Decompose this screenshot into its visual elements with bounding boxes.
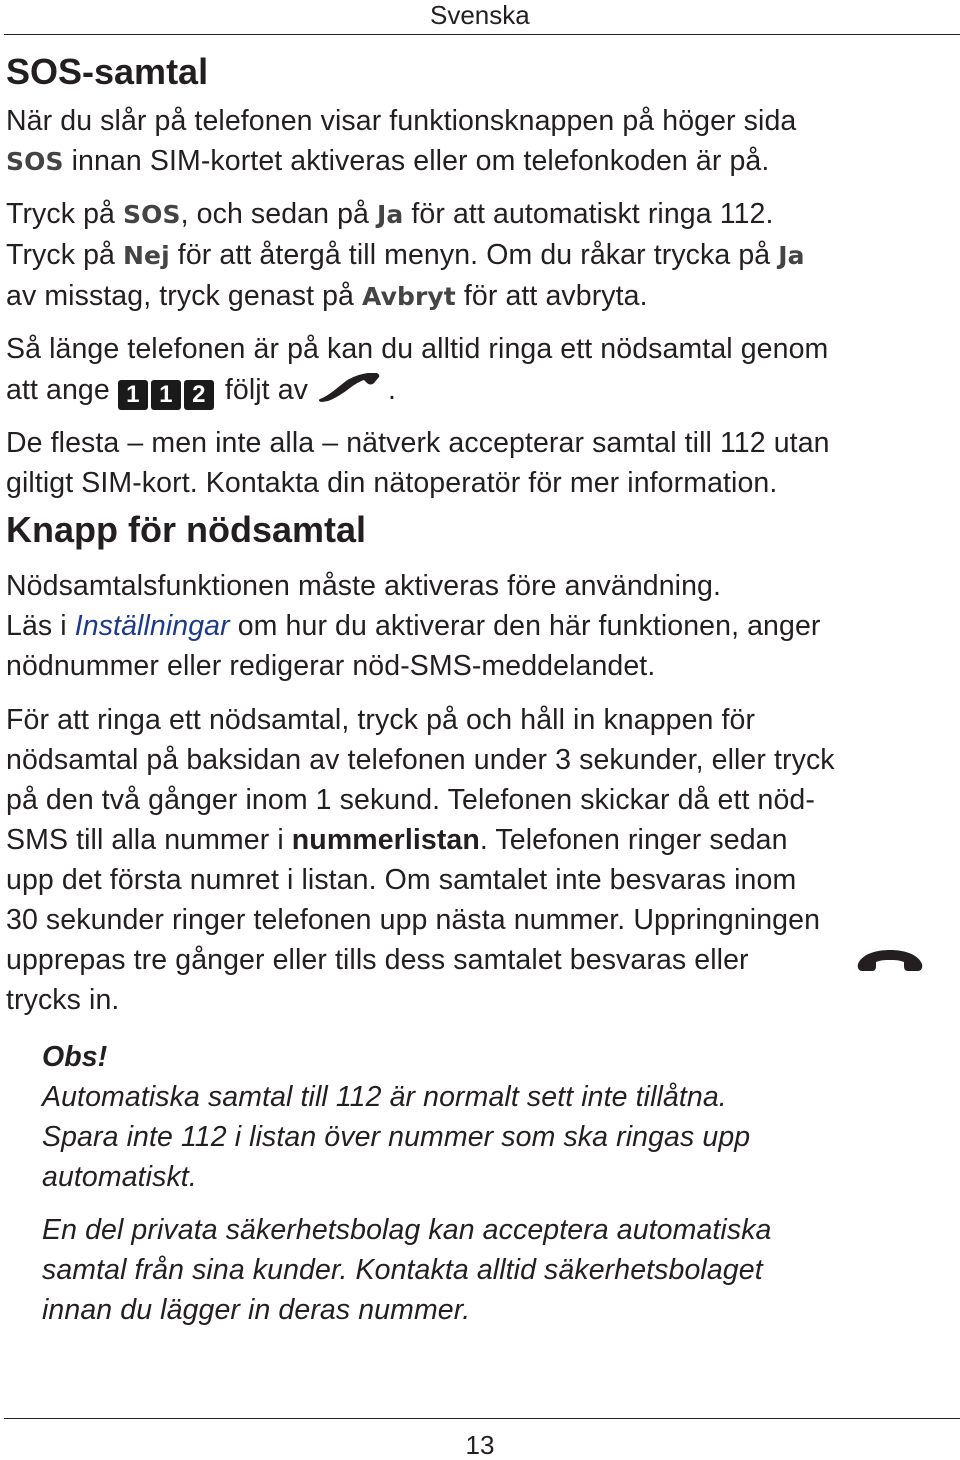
text-segment: för att avbryta.: [455, 280, 648, 312]
paragraph-emergency-number: [6, 329, 960, 414]
text-line: Så länge telefonen är på kan du alltid ringa ett nödsamtal genom: [6, 333, 829, 365]
text-segment: för att automatiskt ringa 112.: [403, 198, 774, 230]
text-segment: Läs i: [6, 610, 75, 642]
text-line: nödnummer eller redigerar nöd-SMS-meddelandet.: [6, 650, 656, 682]
paragraph-activation: [6, 566, 960, 686]
text-segment: om hur du aktiverar den här funktionen, anger: [229, 610, 821, 642]
text-line: automatiskt.: [42, 1161, 197, 1193]
text-segment: av misstag, tryck genast på: [6, 280, 363, 312]
text-line: trycks in.: [6, 984, 120, 1016]
text-line: upp det första numret i listan. Om samtalet inte besvaras inom: [6, 864, 797, 896]
softkey-label-ja: Ja: [377, 200, 404, 229]
text-segment: följt av: [216, 374, 317, 407]
softkey-label-sos: SOS: [6, 147, 64, 176]
end-call-key-icon: [852, 944, 928, 985]
softkey-label-sos: SOS: [123, 200, 181, 229]
paragraph-emergency-procedure: [6, 700, 960, 1020]
text-line: nödsamtal på baksidan av telefonen under 3 sekunder, eller tryck: [6, 744, 835, 776]
paragraph-sos-instructions: [6, 194, 960, 317]
note-block: [42, 1037, 960, 1197]
footer-rule: [4, 1418, 960, 1419]
section-title-sos: SOS-samtal: [6, 51, 209, 92]
note-heading: Obs!: [42, 1041, 108, 1073]
text-line: En del privata säkerhetsbolag kan acceptera automatiska: [42, 1214, 772, 1246]
text-line: För att ringa ett nödsamtal, tryck på och håll in knappen för: [6, 704, 756, 736]
section-title-emergency-button: Knapp för nödsamtal: [6, 509, 367, 550]
key-2-icon: 2: [184, 380, 214, 410]
text-line: 30 sekunder ringer telefonen upp nästa nummer. Uppringningen: [6, 904, 821, 936]
text-line: giltigt SIM-kort. Kontakta din nätoperatör för mer information.: [6, 467, 778, 499]
text-line: De flesta – men inte alla – nätverk accepterar samtal till 112 utan: [6, 427, 830, 459]
text-line: på den två gånger inom 1 sekund. Telefonen skickar då ett nöd-: [6, 784, 815, 816]
text-segment: för att återgå till menyn. Om du råkar trycka på: [169, 239, 779, 271]
text-segment: .: [388, 374, 397, 407]
text-line: upprepas tre gånger eller tills dess samtalet besvaras eller: [6, 944, 749, 976]
note-security-companies: [42, 1210, 960, 1330]
text-line: samtal från sina kunder. Kontakta alltid säkerhetsbolaget: [42, 1254, 763, 1286]
softkey-label-avbryt: Avbryt: [362, 282, 456, 311]
text-line: När du slår på telefonen visar funktionsknappen på höger sida: [6, 105, 797, 137]
text-segment: SMS till alla nummer i: [6, 824, 292, 856]
text-line: innan SIM-kortet aktiveras eller om telefonkoden är på.: [63, 145, 770, 177]
softkey-label-ja: Ja: [778, 241, 805, 270]
text-segment: . Telefonen ringer sedan: [479, 824, 788, 856]
key-1-icon: 1: [118, 380, 148, 410]
number-list-term: nummerlistan: [291, 824, 480, 856]
paragraph-sim-note: [6, 423, 960, 503]
key-1-icon: 1: [151, 380, 181, 410]
settings-link[interactable]: Inställningar: [74, 610, 230, 642]
header-rule: [4, 34, 960, 35]
text-segment: att ange: [6, 374, 118, 407]
text-segment: , och sedan på: [180, 198, 378, 230]
page-language-label: Svenska: [430, 0, 530, 30]
text-line: Automatiska samtal till 112 är normalt sett inte tillåtna.: [42, 1081, 727, 1113]
text-line: Nödsamtalsfunktionen måste aktiveras före användning.: [6, 570, 722, 602]
text-segment: Tryck på: [6, 239, 124, 271]
paragraph-sos-intro: [6, 101, 960, 182]
text-line: Spara inte 112 i listan över nummer som ska ringas upp: [42, 1121, 751, 1153]
text-segment: Tryck på: [6, 198, 124, 230]
page-number: 13: [465, 1430, 495, 1460]
call-key-icon: [316, 369, 388, 414]
softkey-label-nej: Nej: [123, 241, 170, 270]
text-line: innan du lägger in deras nummer.: [42, 1294, 471, 1326]
